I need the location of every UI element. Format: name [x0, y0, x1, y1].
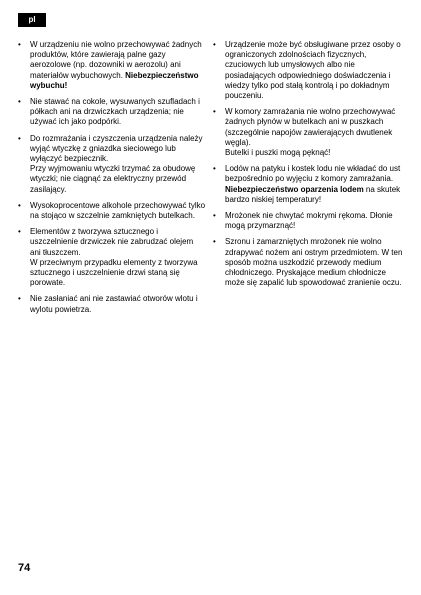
item-text: W urządzeniu nie wolno przechowywać żadnych produktów, które zawierają palne gazy aerozolowe (np. dozowniki w aerozolu) ani materiałów wybuchowych. [30, 40, 202, 80]
item-text: Wysokoprocentowe alkohole przechowywać tylko na stojąco w szczelnie zamkniętych butelkach. [30, 200, 206, 221]
item-paragraph [30, 294, 206, 314]
warning-text: Niebezpieczeństwo oparzenia lodem [225, 184, 364, 194]
item-text: Do rozmrażania i czyszczenia urządzenia należy wyjąć wtyczkę z gniazdka sieciowego lub wyłączyć bezpiecznik. [30, 133, 203, 164]
left-column [18, 40, 206, 321]
safety-item [213, 107, 405, 158]
item-text: Lodów na patyku i kostek lodu nie wkładać do ust bezpośrednio po wyjęciu z komory zamrażania. [225, 164, 401, 184]
item-paragraph [225, 107, 405, 148]
item-paragraph [225, 148, 405, 158]
item-paragraph [225, 211, 405, 231]
item-paragraph [30, 97, 206, 128]
item-paragraph [30, 201, 206, 221]
bullet-icon: • [213, 40, 216, 49]
safety-item [213, 237, 405, 288]
safety-list-right [213, 40, 405, 288]
safety-item [18, 294, 206, 314]
safety-item [18, 201, 206, 221]
item-text: Nie stawać na cokole, wysuwanych szufladach i półkach ani na drzwiczkach urządzenia; nie używać ich jako podpórki. [30, 97, 200, 127]
item-paragraph [225, 40, 405, 101]
item-paragraph [30, 40, 206, 91]
item-text: Przy wyjmowaniu wtyczki trzymać za obudowę wtyczki; nie ciągnąć za elektryczny przewód zasilający. [30, 164, 196, 194]
item-paragraph [30, 227, 206, 258]
item-text: Szronu i zamarzniętych mrożonek nie wolno zdrapywać nożem ani ostrym przedmiotem. W ten sposób można uszkodzić przewody medium chłodniczego. Pryskające medium chłodnicze może się zapalić lub spowodować zranienie oczu. [225, 237, 403, 288]
safety-item [18, 134, 206, 195]
item-text: Elementów z tworzywa sztucznego i uszczelnienie drzwiczek nie zabrudzać olejem ani tłuszczem. [30, 227, 194, 257]
item-paragraph [225, 164, 405, 205]
bullet-icon: • [18, 97, 21, 107]
item-text: W przeciwnym przypadku elementy z tworzywa sztucznego i uszczelnienie drzwi staną się porowate. [30, 257, 198, 288]
safety-item [18, 40, 206, 91]
bullet-icon: • [18, 40, 21, 49]
bullet-icon: • [18, 133, 21, 143]
item-paragraph [30, 258, 206, 289]
item-text: W komory zamrażania nie wolno przechowywać żadnych płynów w butelkach ani w puszkach (szczególnie napojów zawierających dwutlenek węgla). [225, 107, 396, 147]
item-text: na skutek bardzo niskiej temperatury! [225, 184, 401, 204]
item-text: Butelki i puszki mogą pęknąć! [225, 148, 331, 158]
item-paragraph [30, 164, 206, 195]
safety-item [213, 164, 405, 205]
warning-text: Niebezpieczeństwo wybuchu! [30, 70, 199, 90]
item-paragraph [30, 134, 206, 165]
safety-item [18, 97, 206, 128]
safety-item [18, 227, 206, 288]
safety-item [213, 211, 405, 231]
bullet-icon: • [213, 237, 216, 247]
item-paragraph [225, 237, 405, 288]
bullet-icon: • [18, 294, 21, 304]
bullet-icon: • [18, 200, 21, 210]
page-number: 74 [18, 562, 31, 574]
right-column [213, 40, 405, 294]
bullet-icon: • [213, 107, 216, 117]
item-text: Mrożonek nie chwytać mokrymi rękoma. Dłonie mogą przymarznąć! [225, 211, 393, 231]
item-text: Nie zasłaniać ani nie zastawiać otworów wlotu i wylotu powietrza. [30, 294, 198, 314]
bullet-icon: • [213, 164, 216, 174]
item-text: Urządzenie może być obsługiwane przez osoby o ograniczonych zdolnościach fizycznych, czuciowych lub umysłowych albo nie posiadających odpowiedniego doświadczenia i wiedzy tylko pod stałą kontrolą i po dokładnym pouczeniu. [225, 40, 401, 101]
safety-list-left [18, 40, 206, 315]
bullet-icon: • [213, 211, 216, 221]
safety-item [213, 40, 405, 101]
bullet-icon: • [18, 227, 21, 237]
language-tab: pl [18, 13, 46, 27]
